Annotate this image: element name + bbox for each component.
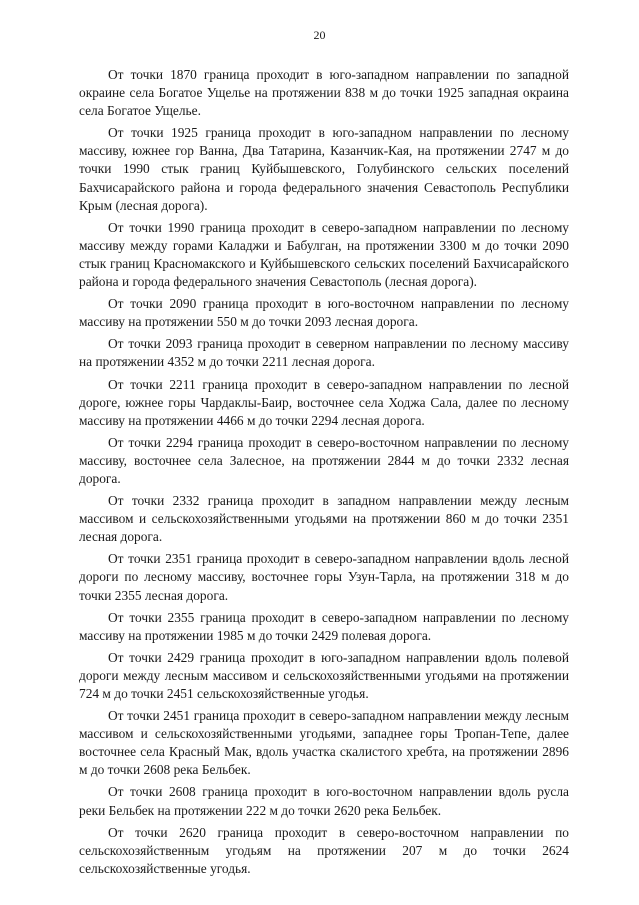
paragraph: От точки 2093 граница проходит в северном направлении по лесному массиву на протяжении 4352 м до точки 2211 лесная дорога. [79, 336, 569, 370]
document-body [79, 66, 569, 882]
paragraph: От точки 2355 граница проходит в северо-западном направлении по лесному массиву на протяжении 1985 м до точки 2429 полевая дорога. [79, 609, 569, 643]
paragraph: От точки 1990 граница проходит в северо-западном направлении по лесному массиву между горами Каладжи и Бабулган, на протяжении 3300 м до точки 2090 стык границ Красномакского и Куйбышевского сельских поселений Бахчисарайского района и города федерального значения Севастополь (лесная дорога). [79, 219, 569, 290]
paragraph: От точки 2090 граница проходит в юго-восточном направлении по лесному массиву на протяжении 550 м до точки 2093 лесная дорога. [79, 296, 569, 330]
paragraph: От точки 1925 граница проходит в юго-западном направлении по лесному массиву, южнее гор Ванна, Два Татарина, Казанчик-Кая, на протяжении 2747 м до точки 1990 стык границ Куйбышевского, Голубинского сельских поселений Бахчисарайского района и города федерального значения Севастополь Республики Крым (лесная дорога). [79, 125, 569, 213]
paragraph: От точки 1870 граница проходит в юго-западном направлении по западной окраине села Богатое Ущелье на протяжении 838 м до точки 1925 западная окраина села Богатое Ущелье. [79, 67, 569, 119]
paragraph: От точки 2608 граница проходит в юго-восточном направлении вдоль русла реки Бельбек на протяжении 222 м до точки 2620 река Бельбек. [79, 784, 569, 818]
paragraph: От точки 2294 граница проходит в северо-восточном направлении по лесному массиву, восточнее села Залесное, на протяжении 2844 м до точки 2332 лесная дорога. [79, 434, 569, 486]
page-number: 20 [313, 28, 326, 42]
paragraph: От точки 2429 граница проходит в юго-западном направлении вдоль полевой дороги между лесным массивом и сельскохозяйственными угодьями на протяжении 724 м до точки 2451 сельскохозяйственные угодья. [79, 649, 569, 701]
paragraph: От точки 2332 граница проходит в западном направлении между лесным массивом и сельскохозяйственными угодьями на протяжении 860 м до точки 2351 лесная дорога. [79, 493, 569, 545]
paragraph: От точки 2351 граница проходит в северо-западном направлении вдоль лесной дороги по лесному массиву, восточнее горы Узун-Тарла, на протяжении 318 м до точки 2355 лесная дорога. [79, 551, 569, 603]
paragraph: От точки 2451 граница проходит в северо-западном направлении между лесным массивом и сельскохозяйственными угодьями, западнее горы Тропан-Тепе, далее восточнее села Красный Мак, вдоль участка скалистого хребта, на протяжении 2896 м до точки 2608 река Бельбек. [79, 708, 569, 778]
paragraph: От точки 2620 граница проходит в северо-восточном направлении по сельскохозяйственным угодьям на протяжении 207 м до точки 2624 сельскохозяйственные угодья. [79, 824, 569, 876]
paragraph: От точки 2211 граница проходит в северо-западном направлении по лесной дороге, южнее горы Чардаклы-Баир, восточнее села Ходжа Сала, далее по лесному массиву на протяжении 4466 м до точки 2294 лесная дорога. [79, 376, 569, 428]
